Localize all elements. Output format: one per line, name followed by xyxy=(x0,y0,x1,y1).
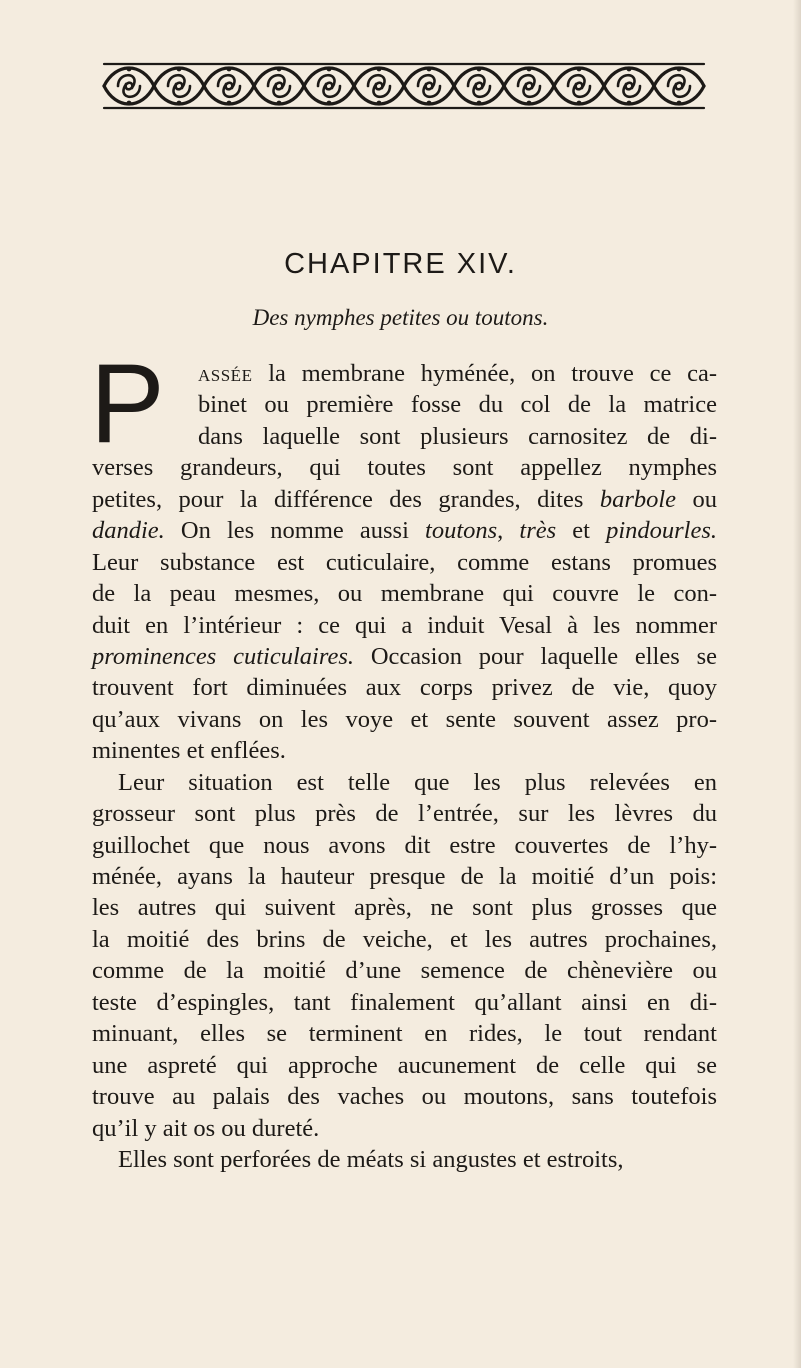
text-line: trouvent fort diminuées aux corps privez de vie, quoy xyxy=(92,674,717,702)
decorative-headband-ornament xyxy=(102,58,706,114)
text-line: Leur situation est telle que les plus relevées en xyxy=(118,768,717,796)
text-line: binet ou première fosse du col de la matrice xyxy=(198,391,717,419)
page-edge-shadow xyxy=(793,0,801,1368)
chapter-title: CHAPITRE XIV. xyxy=(284,248,517,280)
text-line: minentes et enflées. xyxy=(92,737,286,765)
text-line: prominences cuticulaires. Occasion pour laquelle elles se xyxy=(92,642,718,670)
chapter-subtitle: Des nymphes petites ou toutons. xyxy=(252,305,549,330)
text-line: verses grandeurs, qui toutes sont appellez nymphes xyxy=(92,454,717,482)
text-line: teste d’espingles, tant finalement qu’allant ainsi en di- xyxy=(92,988,717,1016)
text-line: grosseur sont plus près de l’entrée, sur les lèvres du xyxy=(92,800,717,828)
text-line: la moitié des brins de veiche, et les autres prochaines, xyxy=(92,925,717,953)
text-line: Elles sont perforées de méats si angustes et estroits, xyxy=(118,1145,624,1173)
text-line: ménée, ayans la hauteur presque de la moitié d’un pois: xyxy=(92,863,717,890)
text-line: comme de la moitié d’une semence de chènevière ou xyxy=(92,957,717,985)
text-line: les autres qui suivent après, ne sont plus grosses que xyxy=(92,894,717,922)
text-line: une aspreté qui approche aucunement de celle qui se xyxy=(92,1051,717,1079)
text-line: assée la membrane hyménée, on trouve ce ca- xyxy=(198,360,717,387)
text-line: qu’il y ait os ou dureté. xyxy=(92,1114,320,1142)
text-line: guillochet que nous avons dit estre couvertes de l’hy- xyxy=(92,831,717,859)
text-line: dans laquelle sont plusieurs carnositez de di- xyxy=(198,422,717,450)
text-line: minuant, elles se terminent en rides, le tout rendant xyxy=(92,1020,717,1048)
text-line: duit en l’intérieur : ce qui a induit Vesal à les nommer xyxy=(92,611,717,639)
text-line: trouve au palais des vaches ou moutons, sans toutefois xyxy=(92,1083,717,1111)
body-text xyxy=(90,341,718,1175)
text-line: Leur substance est cuticulaire, comme estans promues xyxy=(92,548,717,576)
text-line: dandie. On les nomme aussi toutons, très et pindourles. xyxy=(92,517,717,545)
drop-cap: P xyxy=(90,341,165,466)
text-line: petites, pour la différence des grandes, dites barbole ou xyxy=(92,485,718,513)
text-line: qu’aux vivans on les voye et sente souvent assez pro- xyxy=(92,705,717,733)
text-line: de la peau mesmes, ou membrane qui couvre le con- xyxy=(92,580,717,608)
